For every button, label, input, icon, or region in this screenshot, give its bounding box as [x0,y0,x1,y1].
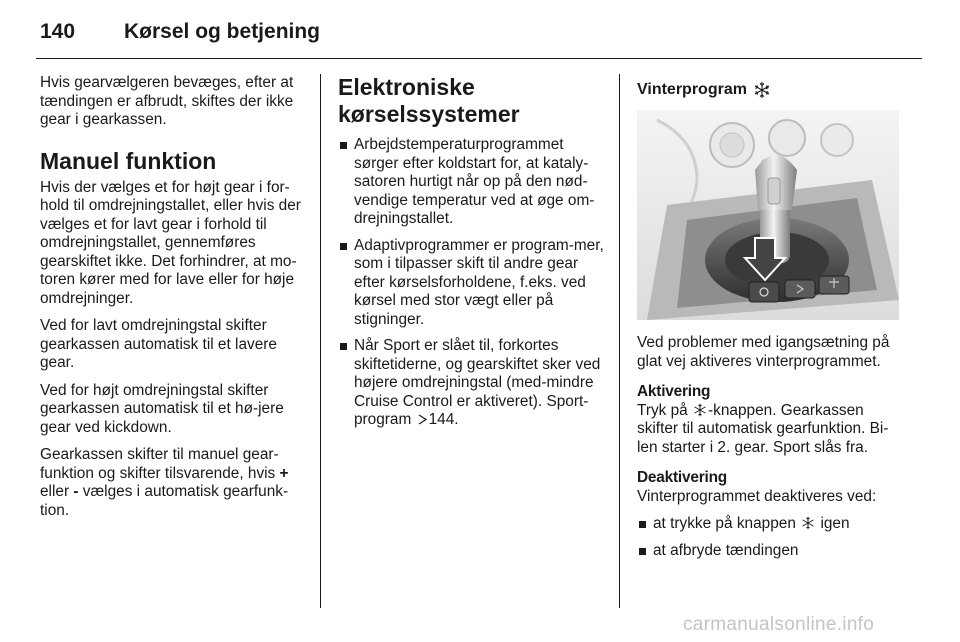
section-heading-manual: Manuel funktion [40,147,217,174]
section-heading-electronic: Elektroniske kørselssystemer [338,74,520,127]
column-left [40,74,306,529]
bullet-icon [639,521,646,528]
page-number: 140 [40,20,76,43]
paragraph: Vinterprogrammet deaktiveres ved: [637,487,877,505]
snowflake-icon [753,81,771,99]
text-fragment: eller [40,483,70,500]
text-fragment: -knappen. Gearkassen skifter til automatisk gearfunktion. Bi-len starter i 2. gear. Sport slås fra. [637,401,889,456]
gear-selector-photo [637,110,899,320]
intro-paragraph: Hvis gearvælgeren bevæges, efter at tændingen er afbrudt, skiftes der ikke gear i gearkassen. [40,74,294,128]
bullet-icon [340,142,347,149]
chapter-title: Kørsel og betjening [124,20,321,43]
subheading-deactivation: Deaktivering [637,469,727,486]
list-item-text: at afbryde tændingen [653,541,799,559]
text-fragment: Gearkassen skifter til manuel gear-funktion og skifter tilsvarende, hvis [40,446,279,482]
list-item-text: Adaptivprogrammer er program-mer, som i tilpasser skift til andre gear efter kørselsforholdene, f.eks. ved kørsel med stor vægt eller på stigninger. [354,236,604,328]
column-middle [338,74,606,438]
snowflake-icon [693,403,707,417]
column-right [637,74,903,568]
paragraph: Ved for lavt omdrejningstal skifter gearkassen automatisk til et lavere gear. [40,317,277,371]
gear-selector-illustration [637,110,899,320]
bullet-icon [340,243,347,250]
list-item [637,515,903,534]
watermark: carmanualsonline.info [683,614,875,635]
paragraph: Ved problemer med igangsætning på glat vej aktiveres vinterprogrammet. [637,334,890,370]
column-divider [619,74,620,608]
list-item-text: igen [820,515,850,532]
list-item [338,136,606,229]
paragraph-gear-switch [40,446,306,520]
bullet-list [338,136,606,430]
snowflake-icon [801,516,815,530]
list-item-text: Arbejdstemperaturprogrammet sørger efter koldstart for, at kataly-satoren hurtigt når op på den nød-vendige temperatur ved at øge om-drejningstallet. [354,136,595,227]
list-item-text: Når Sport er slået til, forkortes skiftetiderne, og gearskiftet sker ved højere omdrejningstal (med-mindre Cruise Control er aktiveret). Sport-program [354,337,601,428]
bullet-icon [340,343,347,350]
list-item [338,237,606,330]
plus-symbol: + [279,464,289,482]
list-item [637,542,903,561]
section-heading-winter [637,80,903,100]
heading-text: Vinterprogram [637,81,747,98]
minus-symbol: - [73,483,79,500]
column-divider [320,74,321,608]
page-reference-arrow-icon [418,414,427,425]
text-fragment: vælges i automatisk gearfunk-tion. [40,483,289,519]
paragraph: Ved for højt omdrejningstal skifter gearkassen automatisk til et hø-jere gear ved kickdown. [40,381,284,436]
header-rule [36,58,922,59]
subheading-activation: Aktivering [637,383,711,400]
list-item-text: at trykke på knappen [653,515,796,532]
bullet-list [637,515,903,560]
text-fragment: Tryk på [637,401,688,419]
page-reference[interactable]: 144. [428,411,459,428]
bullet-icon [639,548,646,555]
list-item [338,337,606,430]
paragraph-activation [637,402,903,458]
paragraph: Hvis der vælges et for højt gear i for-hold til omdrejningstallet, eller hvis der vælges et for lavt gear i forhold til omdrejningstallet, gennemføres gearskiftet ikke. Det forhindrer, at mo-toren kører med for lave eller for høje omdrejninger. [40,178,301,307]
page-header [36,18,922,58]
